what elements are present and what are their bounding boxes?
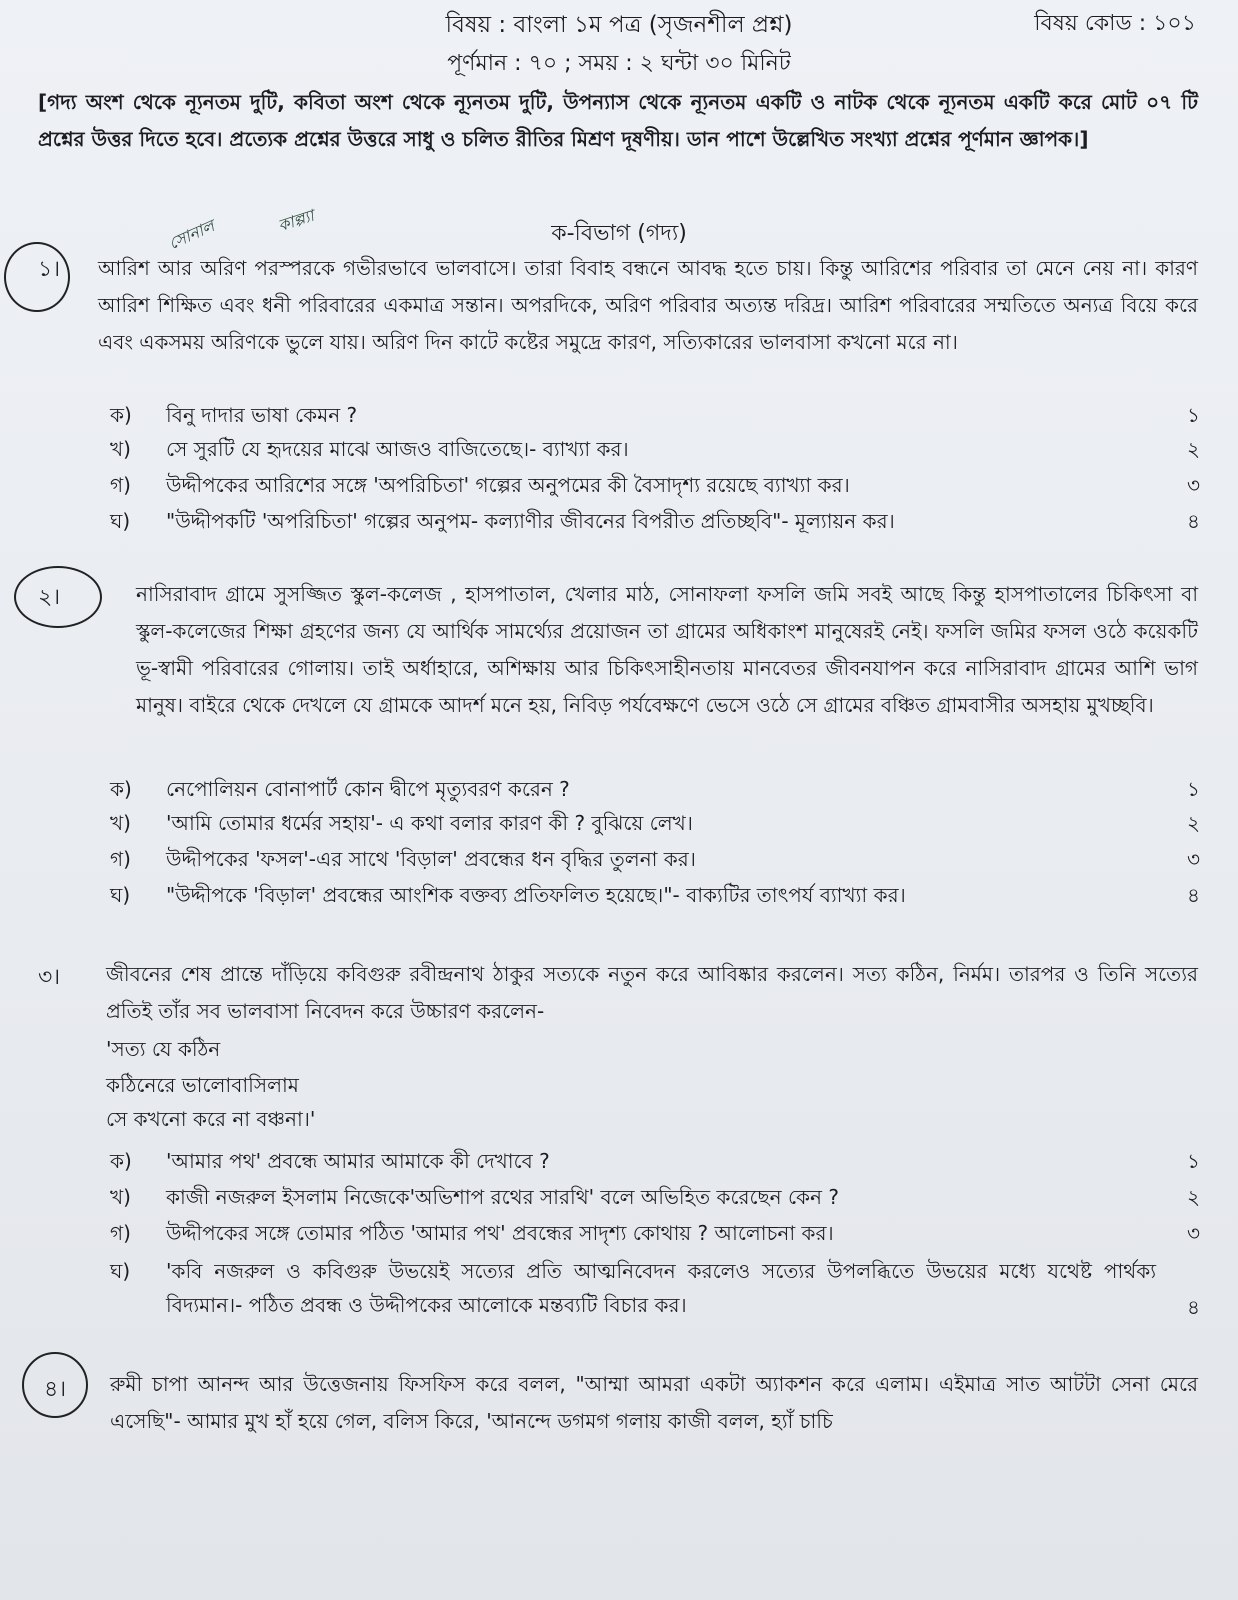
sub-text: উদ্দীপকের সঙ্গে তোমার পঠিত 'আমার পথ' প্রবন্ধের সাদৃশ্য কোথায় ? আলোচনা কর। [166, 1221, 834, 1245]
sub-label: ঘ) [110, 1259, 131, 1283]
sub-label: খ) [110, 1185, 131, 1209]
sub-label: ক) [110, 403, 132, 427]
sub-label: খ) [110, 811, 131, 835]
sub-text: "উদ্দীপকটি 'অপরিচিতা' গল্পের অনুপম- কল্যাণীর জীবনের বিপরীত প্রতিচ্ছবি"- মূল্যায়ন কর। [166, 509, 895, 533]
sub-label: গ) [110, 1221, 131, 1245]
sub-mark: ১ [1187, 777, 1200, 801]
sub-mark: ৪ [1187, 883, 1200, 907]
question-stem: জীবনের শেষ প্রান্তে দাঁড়িয়ে কবিগুরু রবীন্দ্রনাথ ঠাকুর সত্যকে নতুন করে আবিষ্কার করলেন। সত্য কঠিন, নির্মম। তারপর ও তিনি সত্যের প্রতিই তাঁর সব ভালবাসা নিবেদন করে উচ্চারণ করলেন- [106, 962, 1198, 1023]
sub-label: খ) [110, 437, 131, 461]
sub-text: উদ্দীপকের 'ফসল'-এর সাথে 'বিড়াল' প্রবন্ধের ধন বৃদ্ধির তুলনা কর। [166, 847, 696, 871]
sub-text: সে সুরটি যে হৃদয়ের মাঝে আজও বাজিতেছে।- ব্যাখ্যা কর। [166, 437, 629, 461]
sub-text: 'আমি তোমার ধর্মের সহায়'- এ কথা বলার কারণ কী ? বুঝিয়ে লেখ। [166, 811, 693, 835]
sub-text: কাজী নজরুল ইসলাম নিজেকে'অভিশাপ রথের সারথি' বলে অভিহিত করেছেন কেন ? [166, 1185, 839, 1209]
sub-mark: ২ [1186, 1185, 1200, 1209]
sub-label: গ) [110, 847, 131, 871]
sub-mark: ৩ [1186, 847, 1200, 871]
sub-text: 'কবি নজরুল ও কবিগুরু উভয়েই সত্যের প্রতি আত্মনিবেদন করলেও সত্যের উপলব্ধিতে উভয়ের মধ্যে যথেষ্ট পার্থক্য বিদ্যমান।- পঠিত প্রবন্ধ ও উদ্দীপকের আলোকে মন্তব্যটি বিচার কর। [166, 1259, 1156, 1317]
sub-mark: ৪ [1187, 1295, 1200, 1319]
question-number: ৩। [38, 965, 61, 990]
question-stem: নাসিরাবাদ গ্রামে সুসজ্জিত স্কুল-কলেজ , হাসপাতাল, খেলার মাঠ, সোনাফলা ফসলি জমি সবই আছে কিন্তু হাসপাতালের চিকিৎসা বা স্কুল-কলেজের শিক্ষা গ্রহণের জন্য যে আর্থিক সামর্থ্যের প্রয়োজন তা গ্রামের অধিকাংশ মানুষেরই নেই। ফসলি জমির ফসল ওঠে কয়েকটি ভূ-স্বামী পরিবারের গোলায়। তাই অর্ধাহারে, অশিক্ষায় আর চিকিৎসাহীনতায় মানবেতর জীবনযাপন করে নাসিরাবাদ গ্রামের আশি ভাগ মানুষ। বাইরে থেকে দেখলে যে গ্রামকে আদর্শ মনে হয়, নিবিড় পর্যবেক্ষণে ভেসে ওঠে সে গ্রামের বঞ্চিত গ্রামবাসীর অসহায় মুখচ্ছবি। [136, 582, 1198, 717]
marks-time: পূর্ণমান : ৭০ ; সময় : ২ ঘন্টা ৩০ মিনিট [447, 51, 791, 76]
subject-title: বিষয় : বাংলা ১ম পত্র (সৃজনশীল প্রশ্ন) [445, 12, 793, 38]
question-number: ২। [38, 585, 61, 610]
sub-label: ক) [110, 777, 132, 801]
handwritten-note: কাল্প্যা [275, 205, 317, 236]
sub-text: "উদ্দীপকে 'বিড়াল' প্রবন্ধের আংশিক বক্তব্য প্রতিফলিত হয়েছে।"- বাক্যটির তাৎপর্য ব্যাখ্যা কর। [166, 883, 906, 907]
handwritten-note: সোনাল [165, 216, 218, 253]
verse-line: সে কখনো করে না বঞ্চনা।' [106, 1107, 316, 1131]
sub-mark: ২ [1186, 811, 1200, 835]
sub-text: নেপোলিয়ন বোনাপার্ট কোন দ্বীপে মৃত্যুবরণ করেন ? [166, 777, 570, 801]
sub-text: 'আমার পথ' প্রবন্ধে আমার আমাকে কী দেখাবে ? [166, 1149, 550, 1173]
sub-label: ঘ) [110, 509, 131, 533]
sub-mark: ১ [1187, 1149, 1200, 1173]
sub-label: ক) [110, 1149, 132, 1173]
section-title: ক-বিভাগ (গদ্য) [551, 221, 687, 246]
sub-text: বিনু দাদার ভাষা কেমন ? [166, 403, 358, 427]
subject-code: বিষয় কোড : ১০১ [1034, 11, 1196, 36]
instructions: [গদ্য অংশ থেকে ন্যূনতম দুটি, কবিতা অংশ থেকে ন্যূনতম দুটি, উপন্যাস থেকে ন্যূনতম একটি ও নাটক থেকে ন্যূনতম একটি করে মোট ০৭ টি প্রশ্নের উত্তর দিতে হবে। প্রত্যেক প্রশ্নের উত্তরে সাধু ও চলিত রীতির মিশ্রণ দূষণীয়। ডান পাশে উল্লেখিত সংখ্যা প্রশ্নের পূর্ণমান জ্ঞাপক।] [38, 90, 1198, 151]
verse-line: 'সত্য যে কঠিন [106, 1037, 221, 1061]
sub-label: ঘ) [110, 883, 131, 907]
question-number: ১। [38, 257, 61, 282]
sub-mark: ১ [1187, 403, 1200, 427]
sub-text: উদ্দীপকের আরিশের সঙ্গে 'অপরিচিতা' গল্পের অনুপমের কী বৈসাদৃশ্য রয়েছে ব্যাখ্যা কর। [166, 473, 850, 497]
question-number: ৪। [44, 1377, 67, 1402]
question-stem: রুমী চাপা আনন্দ আর উত্তেজনায় ফিসফিস করে বলল, "আম্মা আমরা একটা অ্যাকশন করে এলাম। এইমাত্র সাত আটটা সেনা মেরে এসেছি"- আমার মুখ হাঁ হয়ে গেল, বলিস কিরে, 'আনন্দে ডগমগ গলায় কাজী বলল, হ্যাঁ চাচি [110, 1372, 1198, 1433]
verse-line: কঠিনেরে ভালোবাসিলাম [106, 1073, 299, 1097]
sub-label: গ) [110, 473, 131, 497]
question-stem: আরিশ আর অরিণ পরস্পরকে গভীরভাবে ভালবাসে। তারা বিবাহ বন্ধনে আবদ্ধ হতে চায়। কিন্তু আরিশের পরিবার তা মেনে নেয় না। কারণ আরিশ শিক্ষিত এবং ধনী পরিবারের একমাত্র সন্তান। অপরদিকে, অরিণ পরিবার অত্যন্ত দরিদ্র। আরিশ পরিবারের সম্মতিতে অন্যত্র বিয়ে করে এবং একসময় অরিণকে ভুলে যায়। অরিণ দিন কাটে কষ্টের সমুদ্রে কারণ, সত্যিকারের ভালবাসা কখনো মরে না। [98, 256, 1198, 354]
sub-mark: ৩ [1186, 1221, 1200, 1245]
sub-mark: ২ [1186, 437, 1200, 461]
sub-mark: ৪ [1187, 509, 1200, 533]
sub-mark: ৩ [1186, 473, 1200, 497]
